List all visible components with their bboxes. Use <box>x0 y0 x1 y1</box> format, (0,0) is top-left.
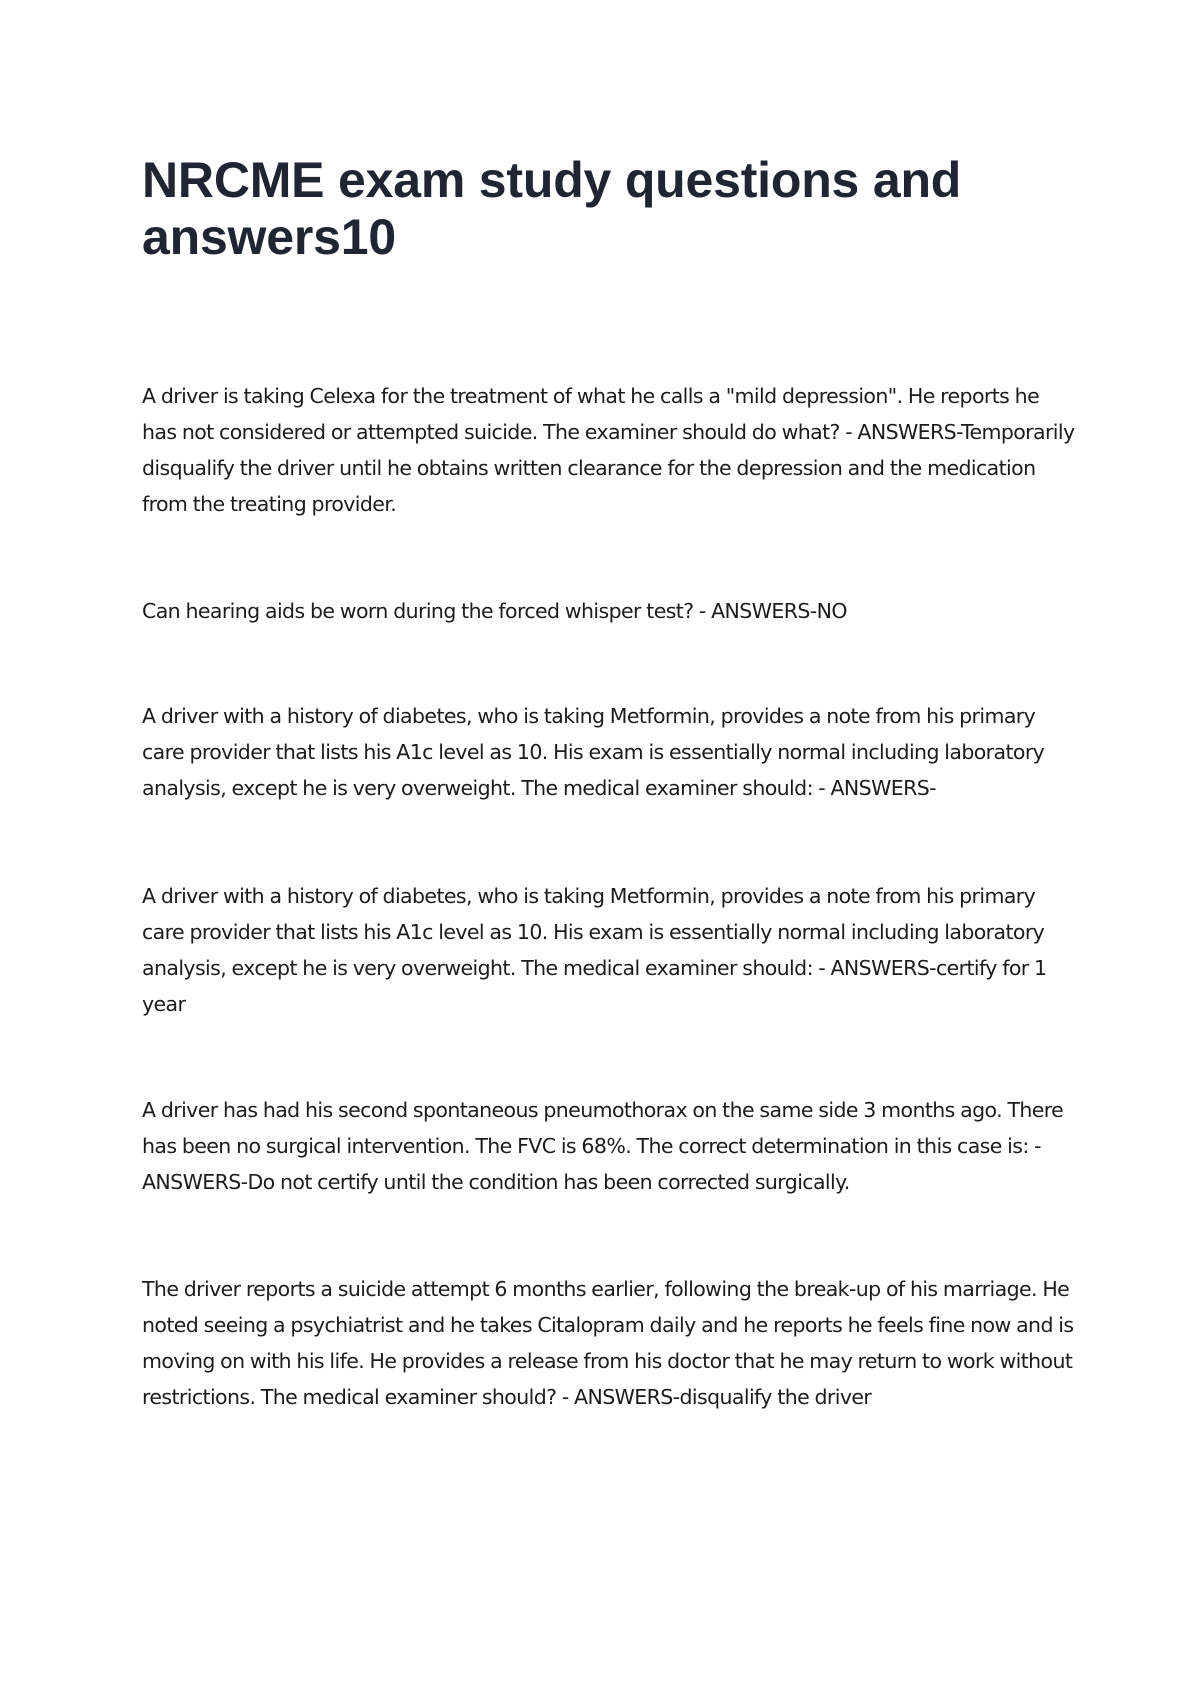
qa-entry-suicide-attempt: The driver reports a suicide attempt 6 months earlier, following the break-up of his marriage. He noted seeing a psychiatrist and he takes Citalopram daily and he reports he feels fine now and is moving on with his life. He provides a release from his doctor that he may return to work without restrictions. The medical examiner should? - ANSWERS-disqualify the driver <box>142 1277 1074 1409</box>
qa-entry-diabetes-metformin: A driver with a history of diabetes, who is taking Metformin, provides a note from his primary care provider that lists his A1c level as 10. His exam is essentially normal including laboratory analysis, except he is very overweight. The medical examiner should: - ANSWERS- <box>142 704 1045 800</box>
qa-entry-hearing-aids: Can hearing aids be worn during the forced whisper test? - ANSWERS-NO <box>142 599 847 623</box>
document-title: NRCME exam study questions and answers10 <box>142 152 962 265</box>
qa-entry-pneumothorax: A driver has had his second spontaneous pneumothorax on the same side 3 months ago. There has been no surgical intervention. The FVC is 68%. The correct determination in this case is: - ANSWERS-Do not certify until the condition has been corrected surgically. <box>142 1098 1064 1194</box>
qa-entry-celexa-depression: A driver is taking Celexa for the treatment of what he calls a "mild depression". He reports he has not considered or attempted suicide. The examiner should do what? - ANSWERS-Temporarily disqualify the driver until he obtains written clearance for the depression and the medication from the treating provider. <box>142 384 1075 516</box>
qa-entry-diabetes-metformin-certify: A driver with a history of diabetes, who is taking Metformin, provides a note from his primary care provider that lists his A1c level as 10. His exam is essentially normal including laboratory analysis, except he is very overweight. The medical examiner should: - ANSWERS-certify for 1 year <box>142 884 1047 1016</box>
